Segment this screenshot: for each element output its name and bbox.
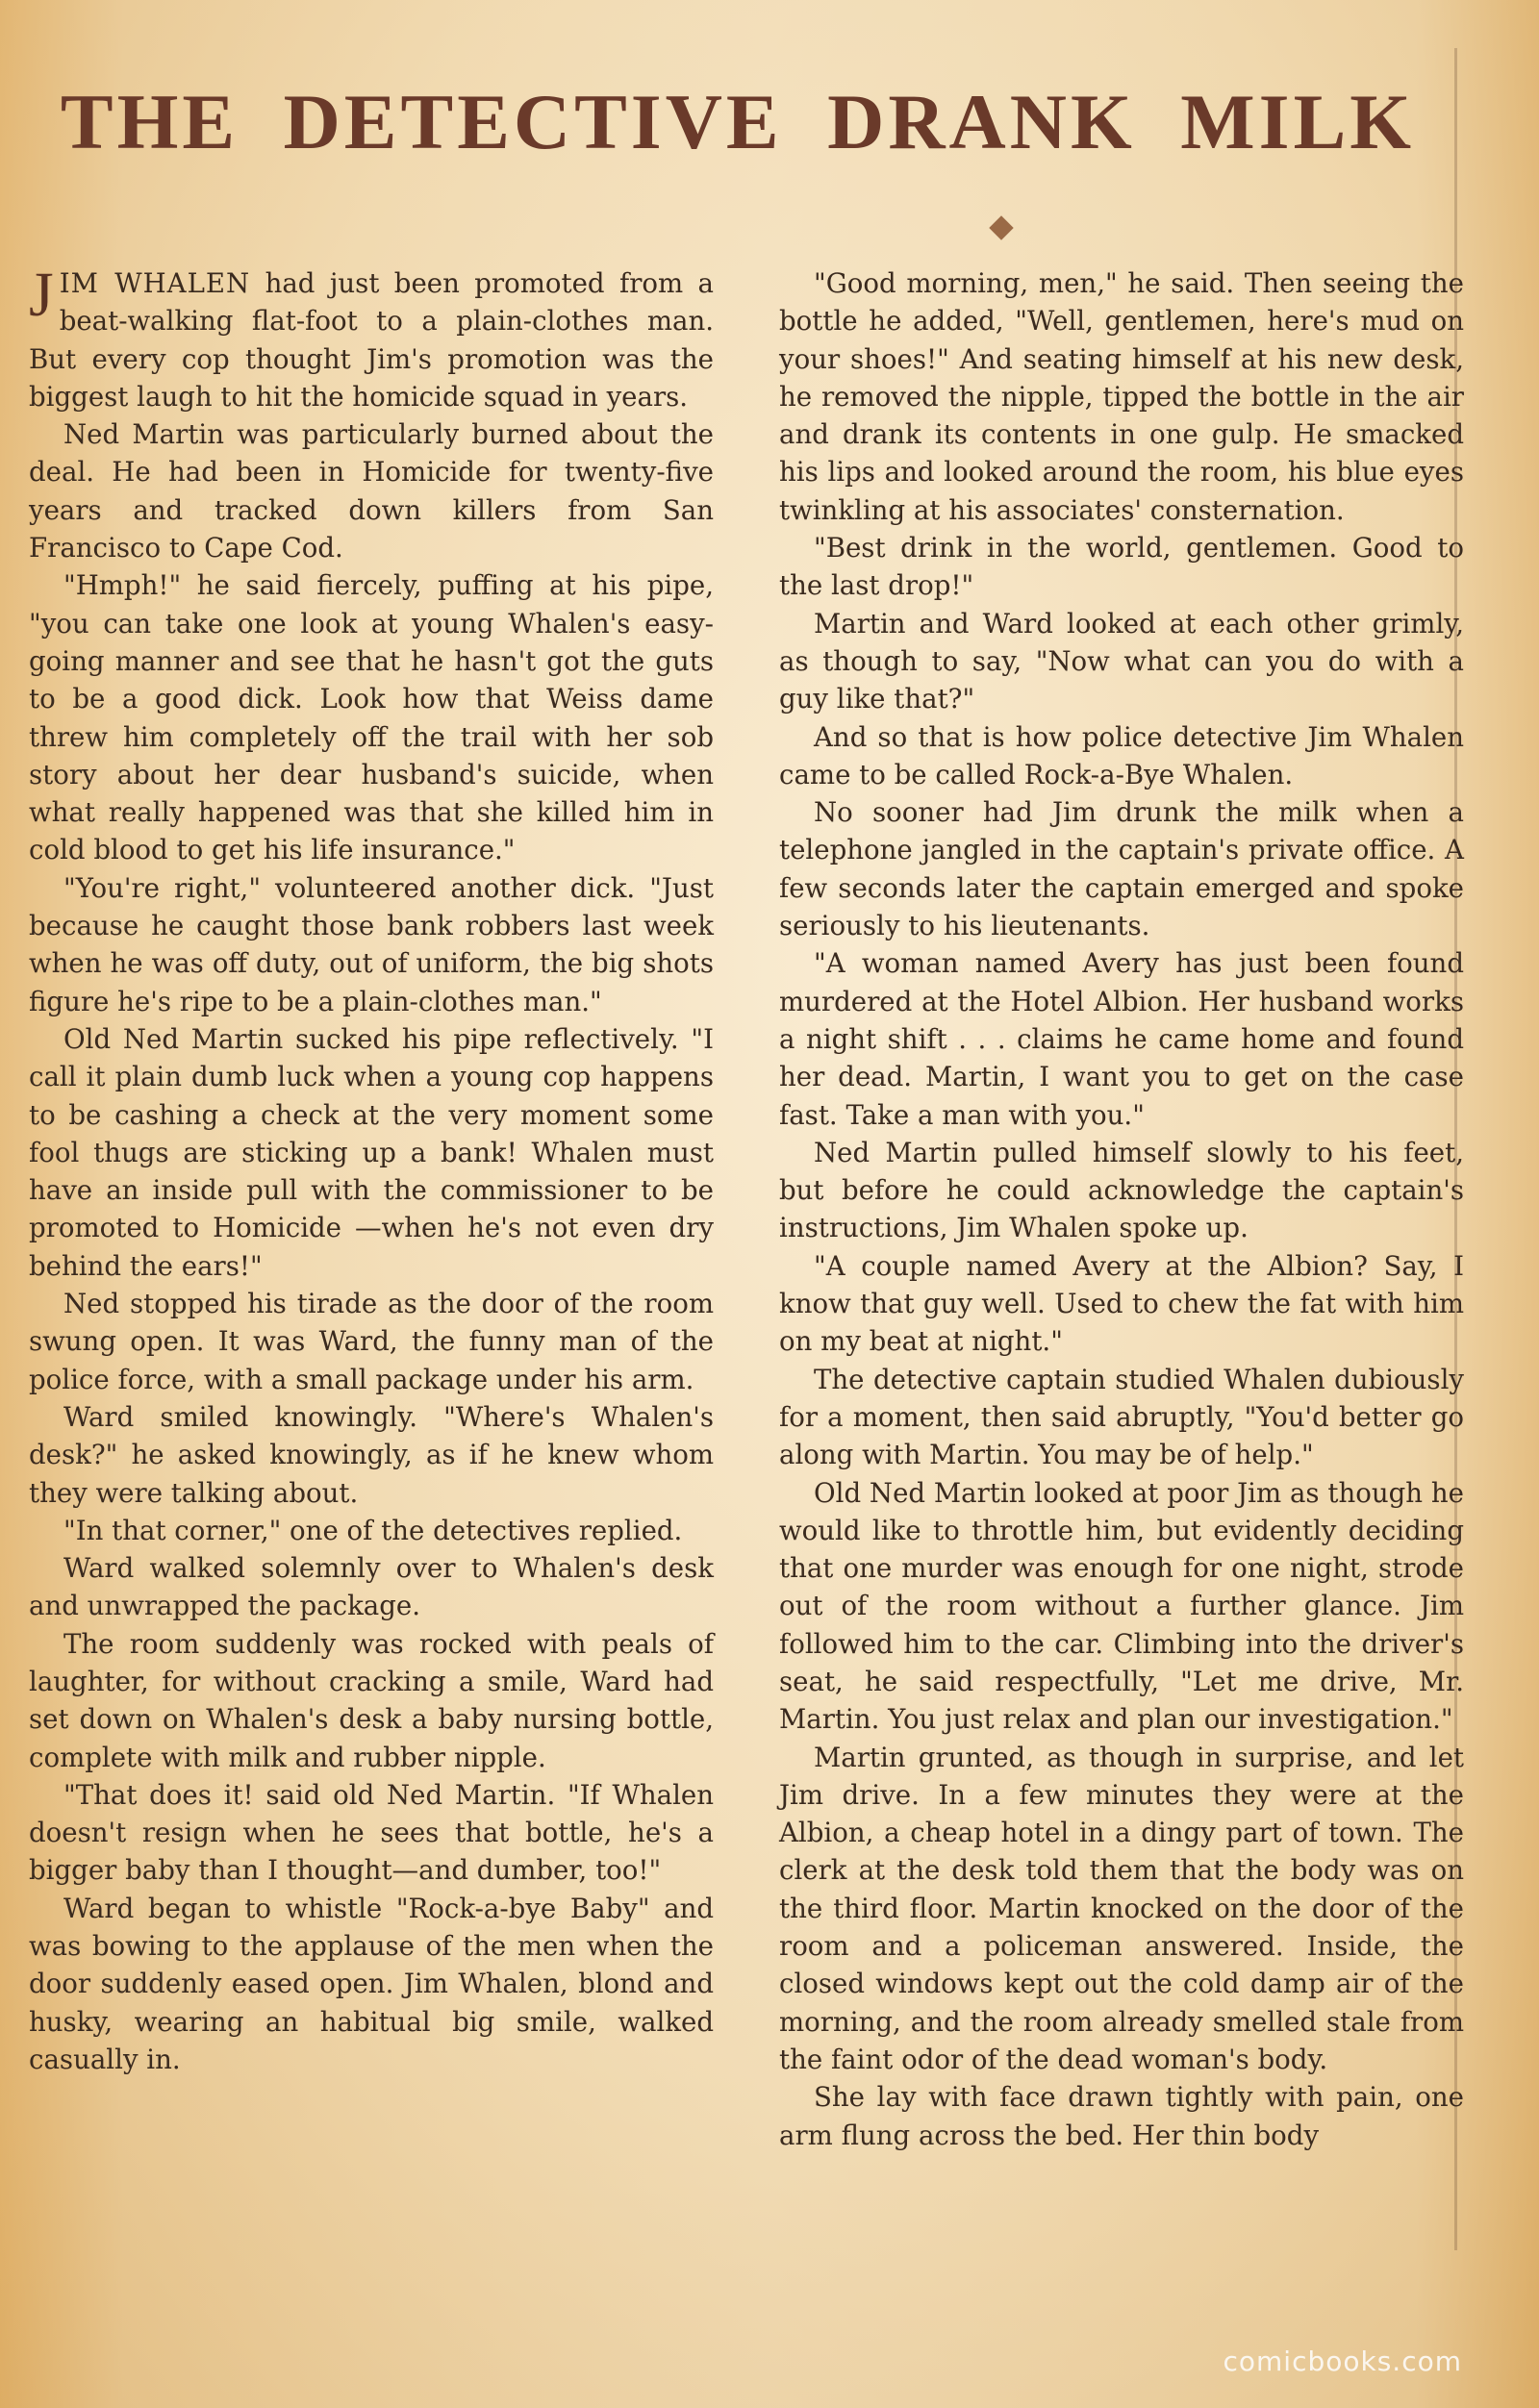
- paragraph: "A woman named Avery has just been found murdered at the Hotel Albion. Her husband works a night shift . . . claims he came home and found her dead. Martin, I want you to get on the case fast. Take a man with you.": [779, 947, 1464, 1131]
- diamond-ornament-icon: [989, 215, 1013, 239]
- paragraph: She lay with face drawn tightly with pain, one arm flung across the bed. Her thin body: [779, 2081, 1464, 2151]
- paragraph: Ned stopped his tirade as the door of the room swung open. It was Ward, the funny man of the police force, with a small package under his arm.: [29, 1288, 714, 1395]
- paragraph: The room suddenly was rocked with peals of laughter, for without cracking a smile, Ward had set down on Whalen's desk a baby nursing bottle, complete with milk and rubber nipple.: [29, 1627, 714, 1773]
- paragraph: "In that corner," one of the detectives replied.: [63, 1514, 683, 1546]
- paragraph: And so that is how police detective Jim Whalen came to be called Rock-a-Bye Whalen.: [779, 720, 1464, 790]
- paragraph: "Hmph!" he said fiercely, puffing at his pipe, "you can take one look at young Whalen's easy-going manner and see that he hasn't got the guts to be a good dick. Look how that Weiss dame threw him completely off the trail with her sob story about her dear husband's suicide, when what really happened was that she killed him in cold blood to get his life insurance.": [29, 569, 714, 866]
- left-column: [29, 260, 714, 2078]
- paragraph: No sooner had Jim drunk the milk when a telephone jangled in the captain's private office. A few seconds later the captain emerged and spoke seriously to his lieutenants.: [779, 796, 1464, 942]
- paragraph-1: [29, 260, 714, 415]
- paragraph: "You're right," volunteered another dick. "Just because he caught those bank robbers last week when he was off duty, out of uniform, the big shots figure he's ripe to be a plain-clothes man.": [29, 871, 714, 1017]
- paragraph: "Good morning, men," he said. Then seeing the bottle he added, "Well, gentlemen, here's mud on your shoes!" And seating himself at his new desk, he removed the nipple, tipped the bottle in the air and drank its contents in one gulp. He smacked his lips and looked around the room, his blue eyes twinkling at his associates' consternation.: [779, 267, 1464, 526]
- paragraph: Ned Martin was particularly burned about the deal. He had been in Homicide for twenty-five years and tracked down killers from San Francisco to Cape Cod.: [29, 418, 714, 564]
- right-column: [779, 264, 1464, 2154]
- paragraph: The detective captain studied Whalen dubiously for a moment, then said abruptly, "You'd better go along with Martin. You may be of help.": [779, 1363, 1464, 1471]
- paragraph: Old Ned Martin sucked his pipe reflectively. "I call it plain dumb luck when a young cop happens to be cashing a check at the very moment some fool thugs are sticking up a bank! Whalen must have an inside pull with the commissioner to be promoted to Homicide —when he's not even dry behind the ears!": [29, 1022, 714, 1282]
- paragraph: Martin grunted, as though in surprise, and let Jim drive. In a few minutes they were at the Albion, a cheap hotel in a dingy part of town. The clerk at the desk told them that the body was on the third floor. Martin knocked on the door of the room and a policeman answered. Inside, the closed windows kept out the cold damp air of the morning, and the room already smelled stale from the faint odor of the dead woman's body.: [779, 1741, 1464, 2075]
- drop-cap: J: [29, 260, 54, 330]
- paragraph: "A couple named Avery at the Albion? Say, I know that guy well. Used to chew the fat with him on my beat at night.": [779, 1249, 1464, 1358]
- paragraph: "Best drink in the world, gentlemen. Good to the last drop!": [779, 532, 1464, 602]
- paragraph: Ward smiled knowingly. "Where's Whalen's desk?" he asked knowingly, as if he knew whom they were talking about.: [29, 1400, 714, 1509]
- paragraph: Ward began to whistle "Rock-a-bye Baby" and was bowing to the applause of the men when the door suddenly eased open. Jim Whalen, blond and husky, wearing an habitual big smile, walked casually in.: [29, 1892, 714, 2075]
- paragraph-1-text: had just been promoted from a beat-walking flat-foot to a plain-clothes man. But every cop thought Jim's promotion was the biggest laugh to hit the homicide squad in years.: [29, 267, 714, 413]
- story-panel: [21, 48, 1464, 2250]
- site-watermark: comicbooks.com: [1223, 2345, 1462, 2377]
- opening-words: IM WHALEN: [59, 267, 251, 299]
- paragraph: "That does it! said old Ned Martin. "If Whalen doesn't resign when he sees that bottle, he's a bigger baby than I thought—and dumber, too!": [29, 1778, 714, 1887]
- paragraph: Ward walked solemnly over to Whalen's desk and unwrapped the package.: [29, 1552, 714, 1622]
- paragraph: Martin and Ward looked at each other grimly, as though to say, "Now what can you do with a guy like that?": [779, 607, 1464, 715]
- story-title: THE DETECTIVE DRANK MILK: [60, 78, 1416, 165]
- paragraph: Old Ned Martin looked at poor Jim as though he would like to throttle him, but evidently deciding that one murder was enough for one night, strode out of the room without a further glance. Jim followed him to the car. Climbing into the driver's seat, he said respectfully, "Let me drive, Mr. Martin. You just relax and plan our investigation.": [779, 1476, 1464, 1736]
- paragraph: Ned Martin pulled himself slowly to his feet, but before he could acknowledge the captain's instructions, Jim Whalen spoke up.: [779, 1136, 1464, 1244]
